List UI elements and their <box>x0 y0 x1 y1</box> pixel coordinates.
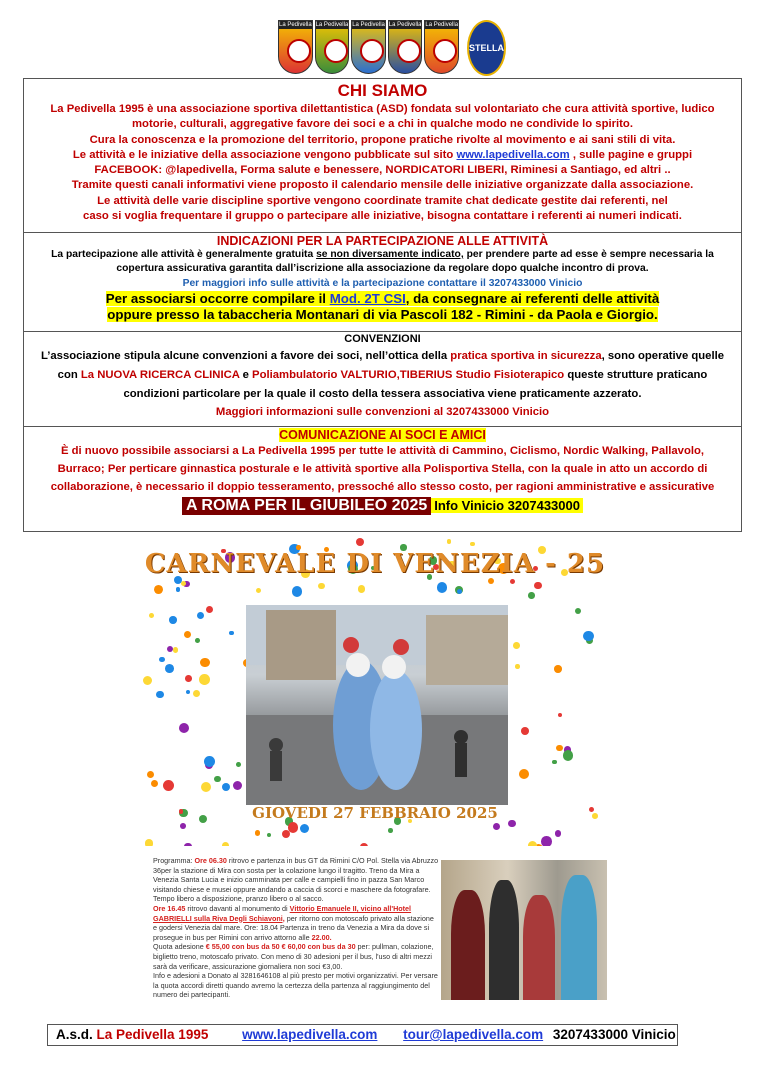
mod-2t-csi-link[interactable]: Mod. 2T CSI <box>329 290 406 306</box>
indicazioni-line: copertura assicurativa garantita dall’iscrizione alla associazione da regolare dopo qualche incontro di prova. <box>116 262 649 274</box>
footer-email-link[interactable]: tour@lapedivella.com <box>403 1027 544 1042</box>
carnival-masks-photo <box>246 605 508 805</box>
pedivella-logo-1: La Pedivella <box>278 20 313 74</box>
logo-strip <box>278 20 506 78</box>
associarsi-line: oppure presso la tabaccheria Montanari di via Pascoli 182 - Rimini - da Paola e Giorgio. <box>107 306 658 322</box>
footer-phone: 3207433000 Vinicio <box>552 1027 676 1042</box>
comunicazione-line: È di nuovo possibile associarsi a La Pedivella 1995 per tutte le attività di Cammino, Ciclismo, Nordic Walking, Pallavolo, <box>60 445 705 457</box>
comunicazione-line: collaborazione, è necessario il doppio tesseramento, pressoché allo stesso costo, per ragioni amministrative e assicurative <box>50 481 715 493</box>
footer-name: La Pedivella 1995 <box>96 1027 209 1042</box>
polisportiva-stella-logo: STELLA <box>467 20 506 76</box>
chi-siamo-line: FACEBOOK: @lapedivella, Forma salute e benessere, NORDICATORI LIBERI, Riminesi a Santiago, ed altri .. <box>94 164 671 177</box>
chi-siamo-line: motorie, culturali, aggregative favore dei soci e a chi in qualche modo ne condivide lo spirito. <box>132 118 633 131</box>
masked-figures-photo <box>441 860 607 1000</box>
chi-siamo-line: Le attività e le iniziative della associazione vengono pubblicate sul sito www.lapedivella.com , sulle pagine e gruppi <box>72 148 693 161</box>
indicazioni-title: INDICAZIONI PER LA PARTECIPAZIONE ALLE ATTIVITÀ <box>216 234 549 248</box>
pedivella-logo-3: La Pedivella <box>351 20 386 74</box>
giubileo-info: Info Vinicio 3207433000 <box>431 498 583 513</box>
chi-siamo-line: Tramite questi canali informativi viene proposto il calendario mensile delle iniziative organizzate dalla associazione. <box>71 179 694 192</box>
footer-bar: A.s.d. La Pedivella 1995 www.lapedivella.com tour@lapedivella.com 3207433000 Vinicio <box>47 1024 678 1046</box>
giubileo-banner <box>32 497 733 515</box>
chi-siamo-line: Le attività delle varie discipline sportive vengono coordinate tramite chat dedicate gestite dai referenti, nel <box>97 194 668 207</box>
poster-title: CARNEVALE DI VENEZIA - 25 <box>144 549 606 579</box>
comunicazione-line: Burraco; Per perticare ginnastica posturale e le attività sportive alla Polisportiva Stella, con la quale in atto un accordo di <box>57 463 708 475</box>
chi-siamo-line: La Pedivella 1995 è una associazione sportiva dilettantistica (ASD) fondata sul volontariato che cura attività sportive, ludico <box>50 103 715 115</box>
pedivella-logo-4: La Pedivella <box>388 20 423 74</box>
footer-site-link[interactable]: www.lapedivella.com <box>242 1027 378 1042</box>
poster-date: GIOVEDI 27 FEBBRAIO 2025 <box>252 804 498 822</box>
programma-text: Programma: Ore 06.30 ritrovo e partenza in bus GT da Rimini C/O Pol. Stella via Abruzzo 36per la stazione di Mira con sosta per la colazione lungo il tragitto. Treno da Mira a Venezia Santa Lucia e inizio camminata per calle e campielli fino in pazza San Marco visitando chiese e musei oppure andando a caccia di scorci e maschere da fotografare. Tempo libero a disposizione, pranzo libero o al sacco. Ore 16.45 ritrovo davanti al monumento di Vittorio Emanuele II, vicino all'Hotel GABRIELLI sulla Riva Degli Schiavoni, per ritorno con motoscafo privato alla stazione e godersi Venezia dal mare. Ore: 18.04 Partenza in treno da Venezia a Mira da dove si prosegue in bus per Rimini con arrivo attorno alle 22.00. Quota adesione € 55,00 con bus da 50 € 60,00 con bus da 30 per: pullman, colazione, biglietto treno, motoscafo privato. Con meno di 30 adesioni per il bus, l'uso di altri mezzi sarà da verificare, assicurazione giornaliera non soci €3,00. Info e adesioni a Donato al 3281646108 al più presto per motivi organizzativi. Per versare la quota accordi diretti quando avremo la certezza della partenza al raggiungimento del numero dei partecipanti. <box>153 856 439 1000</box>
chi-siamo-line: caso si voglia frequentare il gruppo o partecipare alle iniziative, bisogna contattare i referenti ai numeri indicati. <box>83 210 682 223</box>
indicazioni-line: La partecipazione alle attività è generalmente gratuita se non diversamente indicato, per prendere parte ad esse è sempre necessaria la <box>51 249 714 260</box>
convenzioni-title: CONVENZIONI <box>344 333 421 345</box>
associarsi-line: Per associarsi occorre compilare il Mod. 2T CSI, da consegnare ai referenti delle attività <box>105 290 660 306</box>
chi-siamo-section <box>23 78 742 233</box>
comunicazione-title: COMUNICAZIONE AI SOCI E AMICI <box>279 428 486 442</box>
convenzioni-contact: Maggiori informazioni sulle convenzioni al 3207433000 Vinicio <box>215 406 550 418</box>
giubileo-title: A ROMA PER IL GIUBILEO 2025 <box>182 497 431 515</box>
comunicazione-section <box>23 426 742 532</box>
pedivella-logo-5: La Pedivella <box>424 20 459 74</box>
convenzioni-line: condizioni particolare per la quale il costo della tessera associativa viene praticamente azzerato. <box>123 388 642 400</box>
chi-siamo-title: CHI SIAMO <box>337 81 428 100</box>
convenzioni-section <box>23 331 742 427</box>
site-link[interactable]: www.lapedivella.com <box>456 148 570 161</box>
convenzioni-line: con La NUOVA RICERCA CLINICA e Poliambulatorio VALTURIO,TIBERIUS Studio Fisioterapico queste strutture praticano <box>57 369 708 381</box>
indicazioni-section <box>23 232 742 332</box>
carnevale-poster <box>143 537 607 846</box>
indicazioni-contact: Per maggiori info sulle attività e la partecipazione contattare il 3207433000 Vinicio <box>182 278 583 289</box>
chi-siamo-line: Cura la conoscenza e la promozione del territorio, propone pratiche rivolte al movimento e ai sani stili di vita. <box>89 133 676 146</box>
pedivella-logo-2: La Pedivella <box>315 20 350 74</box>
convenzioni-line: L’associazione stipula alcune convenzioni a favore dei soci, nell’ottica della pratica sportiva in sicurezza, sono operative quelle <box>40 350 725 362</box>
